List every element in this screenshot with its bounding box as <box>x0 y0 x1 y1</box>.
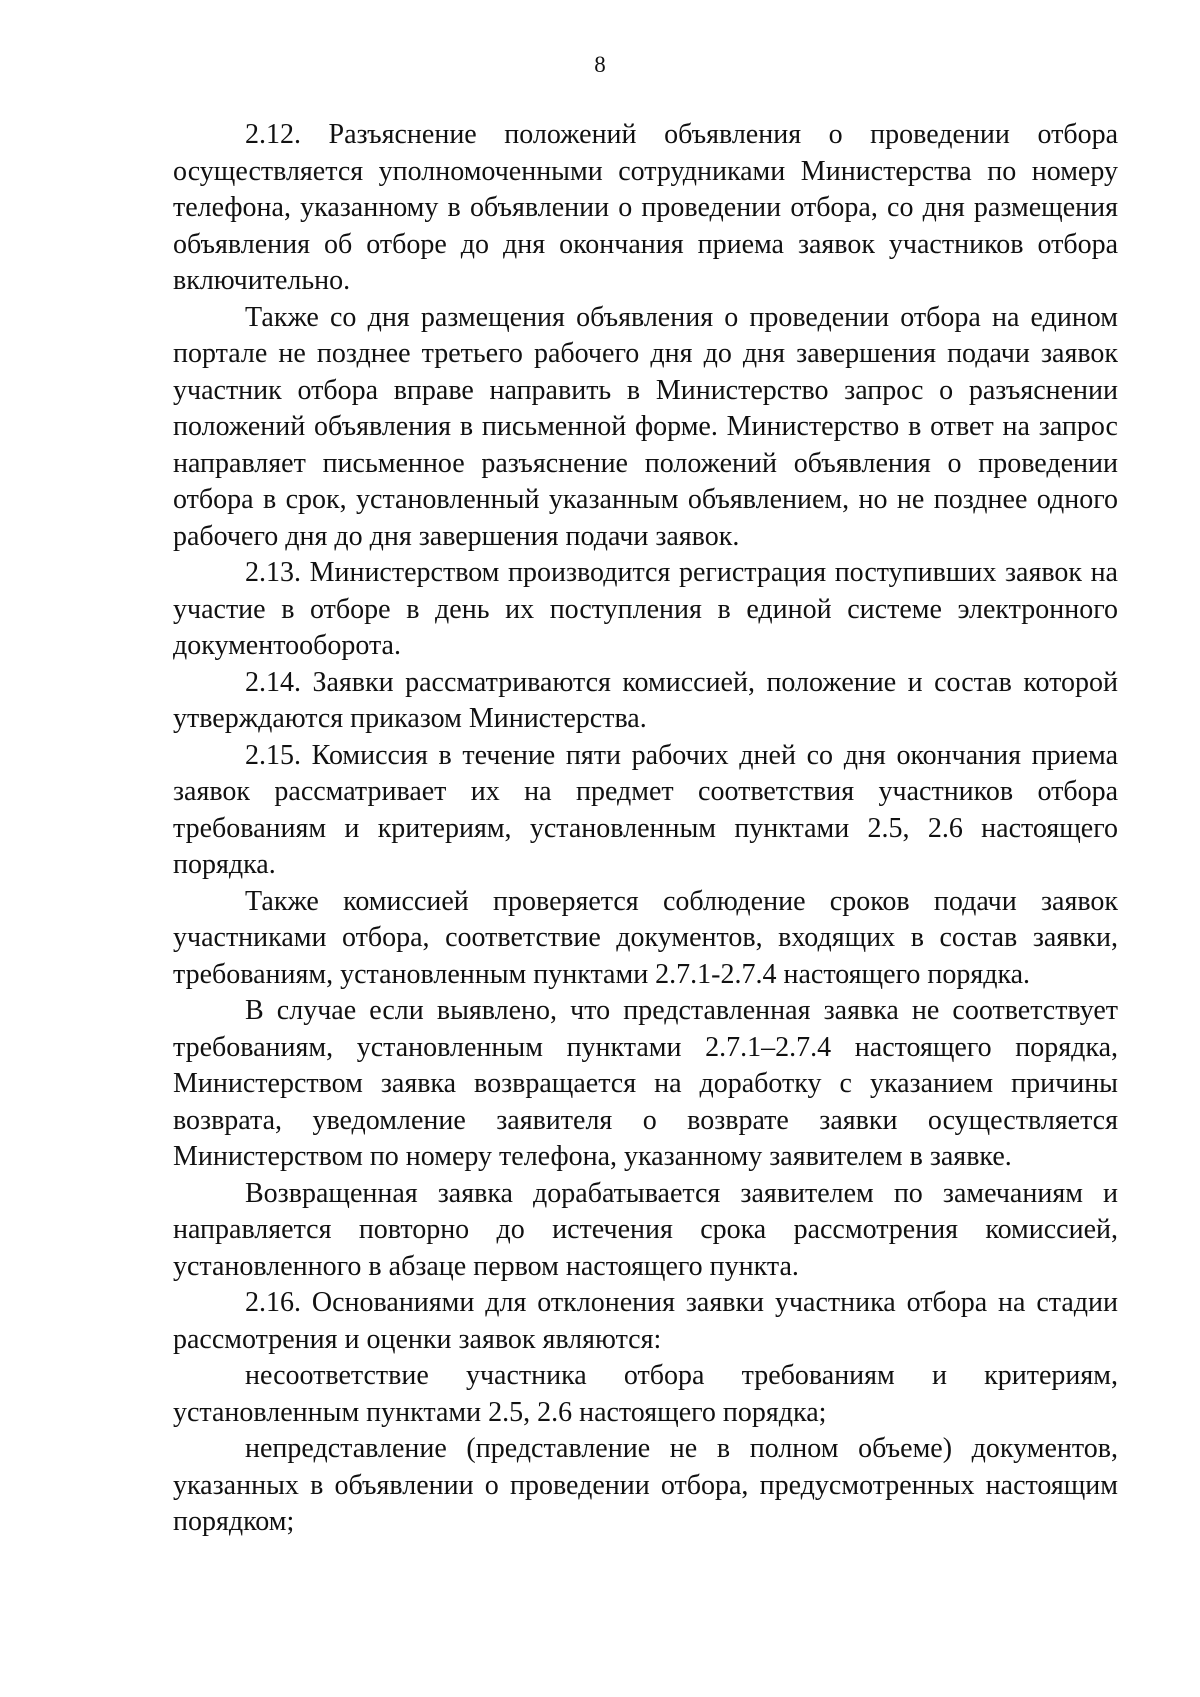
paragraph-2-13: 2.13. Министерством производится регистрация поступивших заявок на участие в отборе в день их поступления в единой системе электронного документооборота. <box>173 557 1118 661</box>
paragraph-return-for-revision: В случае если выявлено, что представленная заявка не соответствует требованиям, установленным пунктами 2.7.1–2.7.4 настоящего порядка, Министерством заявка возвращается на доработку с указанием причины возврата, уведомление заявителя о возврате заявки осуществляется Министерством по номеру телефона, указанному заявителем в заявке. <box>173 995 1118 1172</box>
paragraph-missing-documents: непредставление (представление не в полном объеме) документов, указанных в объявлении о проведении отбора, предусмотренных настоящим порядком; <box>173 1433 1118 1537</box>
page-number: 8 <box>594 52 606 77</box>
paragraph-revised-application: Возвращенная заявка дорабатывается заявителем по замечаниям и направляется повторно до истечения срока рассмотрения комиссией, установленного в абзаце первом настоящего пункта. <box>173 1177 1118 1282</box>
paragraph-noncompliance: несоответствие участника отбора требованиям и критериям, установленным пунктами 2.5, 2.6 настоящего порядка; <box>173 1360 1118 1428</box>
paragraph-clarification-request: Также со дня размещения объявления о проведении отбора на едином портале не позднее третьего рабочего дня до дня завершения подачи заявок участник отбора вправе направить в Министерство запрос о разъяснении положений объявления в письменной форме. Министерство в ответ на запрос направляет письменное разъяснение положений объявления о проведении отбора в срок, установленный указанным объявлением, но не позднее одного рабочего дня до дня завершения подачи заявок. <box>173 301 1118 552</box>
paragraph-2-12: 2.12. Разъяснение положений объявления о проведении отбора осуществляется уполномоченными сотрудниками Министерства по номеру телефона, указанному в объявлении о проведении отбора, со дня размещения объявления об отборе до дня окончания приема заявок участников отбора включительно. <box>173 119 1118 296</box>
paragraph-deadline-check: Также комиссией проверяется соблюдение сроков подачи заявок участниками отбора, соответствие документов, входящих в состав заявки, требованиям, установленным пунктами 2.7.1-2.7.4 настоящего порядка. <box>173 885 1118 990</box>
paragraph-2-14: 2.14. Заявки рассматриваются комиссией, положение и состав которой утверждаются приказом Министерства. <box>173 666 1118 734</box>
document-body <box>173 117 1118 1541</box>
paragraph-2-16: 2.16. Основаниями для отклонения заявки участника отбора на стадии рассмотрения и оценки заявок являются: <box>173 1287 1118 1355</box>
paragraph-2-15: 2.15. Комиссия в течение пяти рабочих дней со дня окончания приема заявок рассматривает их на предмет соответствия участников отбора требованиям и критериям, установленным пунктами 2.5, 2.6 настоящего порядка. <box>173 739 1118 880</box>
